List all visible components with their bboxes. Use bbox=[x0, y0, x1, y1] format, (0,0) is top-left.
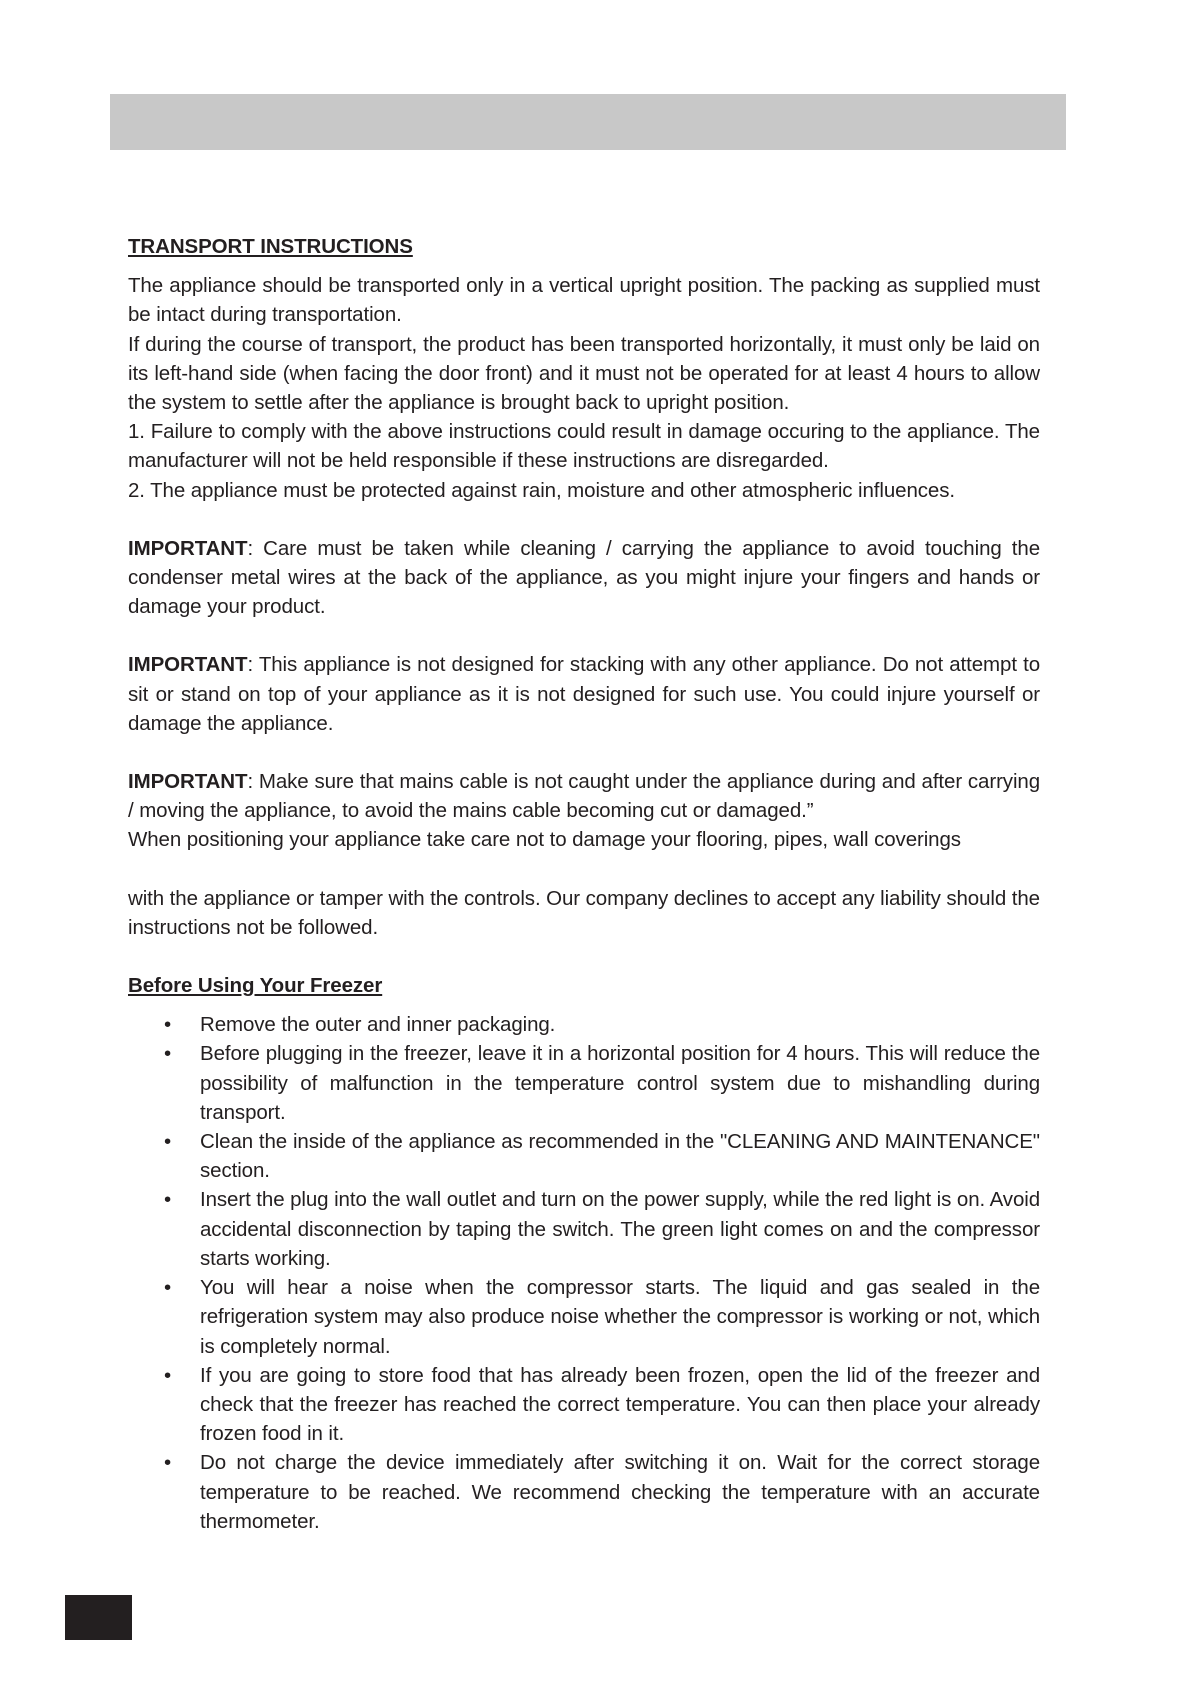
transport-paragraph-3: 1. Failure to comply with the above instructions could result in damage occuring to the appliance. The manufacturer will not be held responsible if these instructions are disregarded. bbox=[128, 420, 1040, 473]
list-item: • You will hear a noise when the compressor starts. The liquid and gas sealed in the refrigeration system may also produce noise whether the compressor is working or not, which is completely normal. bbox=[128, 1273, 1040, 1361]
important-note-1 bbox=[128, 534, 1040, 622]
list-item: • Before plugging in the freezer, leave it in a horizontal position for 4 hours. This will reduce the possibility of malfunction in the temperature control system due to mishandling during transport. bbox=[128, 1039, 1040, 1127]
bullet-icon: • bbox=[164, 1013, 172, 1037]
header-bar bbox=[110, 94, 1066, 150]
before-using-heading: Before Using Your Freezer bbox=[128, 974, 383, 998]
bullet-icon: • bbox=[164, 1042, 172, 1066]
transport-paragraph-4: 2. The appliance must be protected against rain, moisture and other atmospheric influences. bbox=[128, 478, 955, 502]
important-text: : This appliance is not designed for stacking with any other appliance. Do not attempt to sit or stand on top of your appliance as it is not designed for such use. You could injure yourself or damage the appliance. bbox=[128, 653, 1040, 735]
page-number-tab bbox=[65, 1595, 132, 1640]
positioning-line-1: When positioning your appliance take care not to damage your flooring, pipes, wall coverings bbox=[128, 828, 961, 852]
important-note-3 bbox=[128, 767, 1040, 825]
positioning-line-2: with the appliance or tamper with the controls. Our company declines to accept any liability should the instructions not be followed. bbox=[128, 886, 1040, 939]
list-item: • Do not charge the device immediately after switching it on. Wait for the correct storage temperature to be reached. We recommend checking the temperature with an accurate thermometer. bbox=[128, 1448, 1040, 1536]
list-item: • Insert the plug into the wall outlet and turn on the power supply, while the red light is on. Avoid accidental disconnection by taping the switch. The green light comes on and the compressor starts working. bbox=[128, 1185, 1040, 1273]
bullet-icon: • bbox=[164, 1188, 172, 1212]
transport-paragraph-2: If during the course of transport, the product has been transported horizontally, it must only be laid on its left-hand side (when facing the door front) and it must not be operated for at least 4 hours to allow the system to settle after the appliance is brought back to upright position. bbox=[128, 332, 1040, 415]
important-text: : Care must be taken while cleaning / carrying the appliance to avoid touching the condenser metal wires at the back of the appliance, as you might injure your fingers and hands or damage your product. bbox=[128, 536, 1040, 619]
list-item: • If you are going to store food that has already been frozen, open the lid of the freezer and check that the freezer has reached the correct temperature. You can then place your already frozen food in it. bbox=[128, 1361, 1040, 1449]
bullet-icon: • bbox=[164, 1130, 172, 1154]
important-text: : Make sure that mains cable is not caught under the appliance during and after carrying / moving the appliance, to avoid the mains cable becoming cut or damaged.” bbox=[128, 770, 1040, 823]
transport-paragraph-1: The appliance should be transported only in a vertical upright position. The packing as supplied must be intact during transportation. bbox=[128, 274, 1040, 327]
important-label: IMPORTANT bbox=[128, 653, 248, 677]
bullet-icon: • bbox=[164, 1363, 172, 1387]
important-label: IMPORTANT bbox=[128, 536, 248, 560]
list-item: • Clean the inside of the appliance as recommended in the "CLEANING AND MAINTENANCE" section. bbox=[128, 1127, 1040, 1185]
list-item: • Remove the outer and inner packaging. bbox=[128, 1010, 1040, 1039]
important-label: IMPORTANT bbox=[128, 770, 248, 794]
bullet-icon: • bbox=[164, 1451, 172, 1475]
bullet-icon: • bbox=[164, 1276, 172, 1300]
important-note-2 bbox=[128, 650, 1040, 738]
before-using-list bbox=[128, 1010, 1040, 1536]
page-content bbox=[128, 232, 1040, 1536]
transport-heading: TRANSPORT INSTRUCTIONS bbox=[128, 235, 413, 258]
